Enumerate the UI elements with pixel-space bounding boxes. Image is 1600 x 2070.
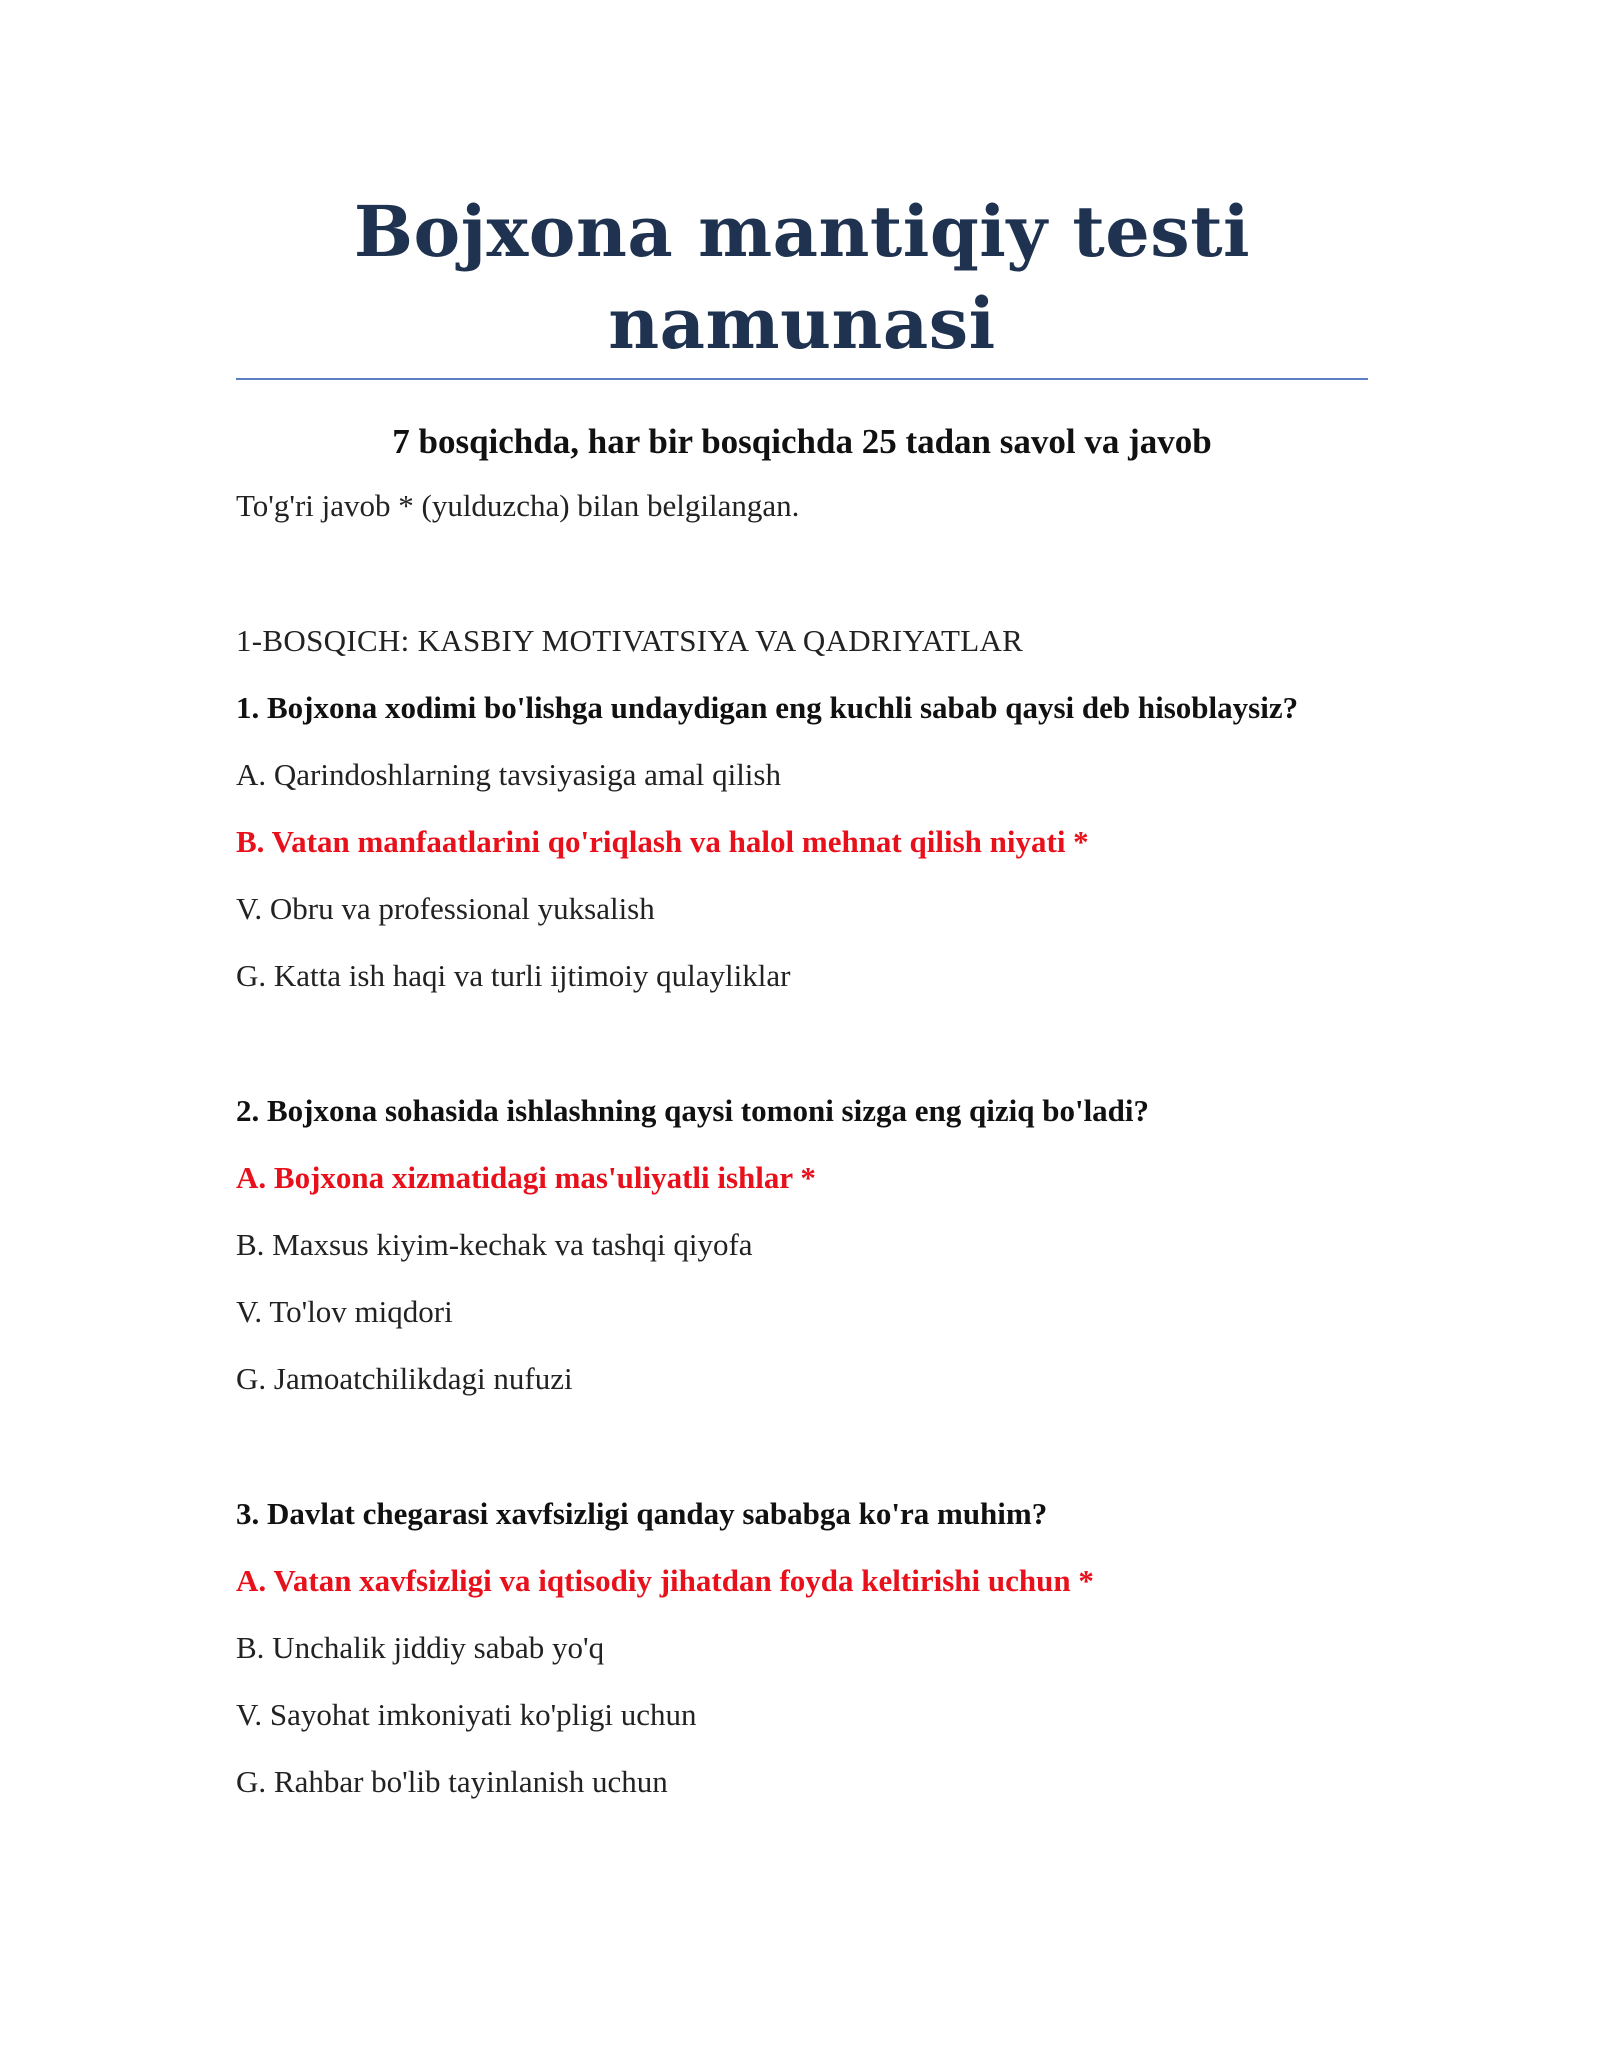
title-line-2: namunasi (608, 282, 996, 365)
answer-key-note: To'g'ri javob * (yulduzcha) bilan belgilangan. (236, 488, 800, 523)
title-line-1: Bojxona mantiqiy testi (353, 190, 1251, 273)
question-text: 3. Davlat chegarasi xavfsizligi qanday sababga ko'ra muhim? (236, 1496, 1048, 1531)
answer-option: G. Katta ish haqi va turli ijtimoiy qulayliklar (236, 958, 791, 993)
question-block-1 (236, 688, 1368, 996)
section-heading: 1-BOSQICH: KASBIY MOTIVATSIYA VA QADRIYATLAR (236, 623, 1024, 658)
question-text: 1. Bojxona xodimi bo'lishga undaydigan eng kuchli sabab qaysi deb hisoblaysiz? (236, 690, 1299, 725)
answer-option: A. Qarindoshlarning tavsiyasiga amal qilish (236, 757, 781, 792)
document-subtitle: 7 bosqichda, har bir bosqichda 25 tadan savol va javob (392, 422, 1212, 461)
question-block-3 (236, 1494, 1368, 1802)
document-title (236, 0, 1368, 370)
answer-option: V. To'lov miqdori (236, 1294, 453, 1329)
answer-option: G. Rahbar bo'lib tayinlanish uchun (236, 1764, 668, 1799)
answer-option: B. Maxsus kiyim-kechak va tashqi qiyofa (236, 1227, 753, 1262)
correct-answer-option: A. Vatan xavfsizligi va iqtisodiy jihatdan foyda keltirishi uchun * (236, 1563, 1094, 1598)
answer-option: B. Unchalik jiddiy sabab yo'q (236, 1630, 605, 1665)
document-page (236, 0, 1368, 1802)
title-divider (236, 378, 1368, 380)
question-block-2 (236, 1091, 1368, 1399)
answer-option: V. Sayohat imkoniyati ko'pligi uchun (236, 1697, 697, 1732)
correct-answer-option: B. Vatan manfaatlarini qo'riqlash va halol mehnat qilish niyati * (236, 824, 1089, 859)
correct-answer-option: A. Bojxona xizmatidagi mas'uliyatli ishlar * (236, 1160, 816, 1195)
answer-option: V. Obru va professional yuksalish (236, 891, 655, 926)
answer-option: G. Jamoatchilikdagi nufuzi (236, 1361, 573, 1396)
question-text: 2. Bojxona sohasida ishlashning qaysi tomoni sizga eng qiziq bo'ladi? (236, 1093, 1150, 1128)
question-list (236, 688, 1368, 1802)
